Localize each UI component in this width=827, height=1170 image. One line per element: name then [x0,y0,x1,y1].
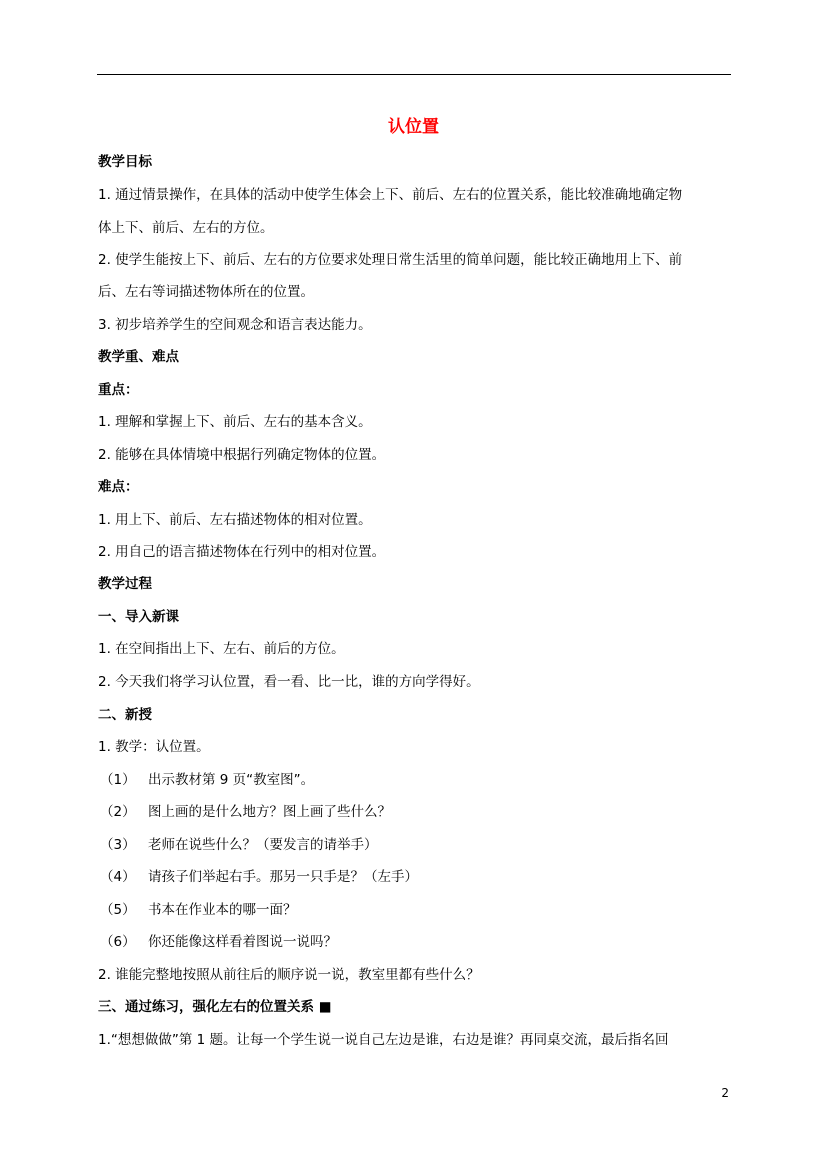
paragraph-line [100,867,418,887]
paragraph-line [100,835,378,855]
line-text: 二、新授 [98,707,152,723]
line-text: 2. 用自己的语言描述物体在行列中的相对位置。 [98,544,386,560]
paragraph-line [98,250,682,270]
paragraph-line [98,282,314,302]
line-text: 3. 初步培养学生的空间观念和语言表达能力。 [98,317,372,333]
section-heading [98,152,152,172]
line-text: 2. 使学生能按上下、前后、左右的方位要求处理日常生活里的简单问题，能比较正确地用上下、前 [98,252,683,268]
line-text: 难点： [98,479,139,495]
section-heading [98,997,331,1017]
item-number: （2） [100,804,136,820]
line-text: 1.“想想做做”第 1 题。让每一个学生说一说自己左边是谁，右边是谁？再同桌交流，最后指名回 [98,1032,669,1048]
line-text: 2. 能够在具体情境中根据行列确定物体的位置。 [98,447,386,463]
paragraph-line [98,639,345,659]
line-text: 请孩子们举起右手。那另一只手是？（左手） [148,869,418,885]
line-text: 教学重、难点 [98,349,179,365]
item-number: （3） [100,837,136,853]
line-text: 教学目标 [98,154,152,170]
paragraph-line [98,672,480,692]
paragraph-line [98,542,385,562]
document-title: 认位置 [388,117,439,137]
line-text: 书本在作业本的哪一面？ [148,902,297,918]
paragraph-line [98,412,372,432]
item-number: （4） [100,869,136,885]
paragraph-line [98,315,372,335]
line-text: 1. 在空间指出上下、左右、前后的方位。 [98,641,345,657]
section-heading [98,380,139,400]
paragraph-line [100,932,337,952]
item-number: （6） [100,934,136,950]
paragraph-line [98,510,372,530]
line-text: 老师在说些什么？（要发言的请举手） [148,837,378,853]
line-text: 体上下、前后、左右的方位。 [98,220,274,236]
line-text: 重点： [98,382,139,398]
paragraph-line [98,218,274,238]
line-text: 2. 今天我们将学习认位置，看一看、比一比，谁的方向学得好。 [98,674,480,690]
line-text: 一、导入新课 [98,609,179,625]
line-text: 2. 谁能完整地按照从前往后的顺序说一说，教室里都有些什么？ [98,967,480,983]
item-number: （5） [100,902,136,918]
section-heading [98,607,179,627]
line-text: 三、通过练习，强化左右的位置关系 ■ [98,999,332,1015]
paragraph-line [98,185,682,205]
line-text: 你还能像这样看着图说一说吗？ [148,934,337,950]
paragraph-line [98,445,385,465]
paragraph-line [98,737,210,757]
page-number: 2 [721,1086,729,1100]
header-rule [97,74,731,75]
paragraph-line [98,965,480,985]
line-text: 后、左右等词描述物体所在的位置。 [98,284,314,300]
line-text: 图上画的是什么地方？图上画了些什么？ [148,804,391,820]
paragraph-line [100,802,391,822]
paragraph-line [100,900,297,920]
line-text: 1. 通过情景操作，在具体的活动中使学生体会上下、前后、左右的位置关系，能比较准确地确定物 [98,187,683,203]
line-text: 1. 教学：认位置。 [98,739,210,755]
section-heading [98,574,152,594]
line-text: 教学过程 [98,576,152,592]
section-heading [98,347,179,367]
line-text: 1. 理解和掌握上下、前后、左右的基本含义。 [98,414,372,430]
item-number: （1） [100,772,136,788]
paragraph-line [100,770,314,790]
paragraph-line [98,1030,669,1050]
section-heading [98,477,139,497]
section-heading [98,705,152,725]
line-text: 出示教材第 9 页“教室图”。 [148,772,315,788]
line-text: 1. 用上下、前后、左右描述物体的相对位置。 [98,512,372,528]
